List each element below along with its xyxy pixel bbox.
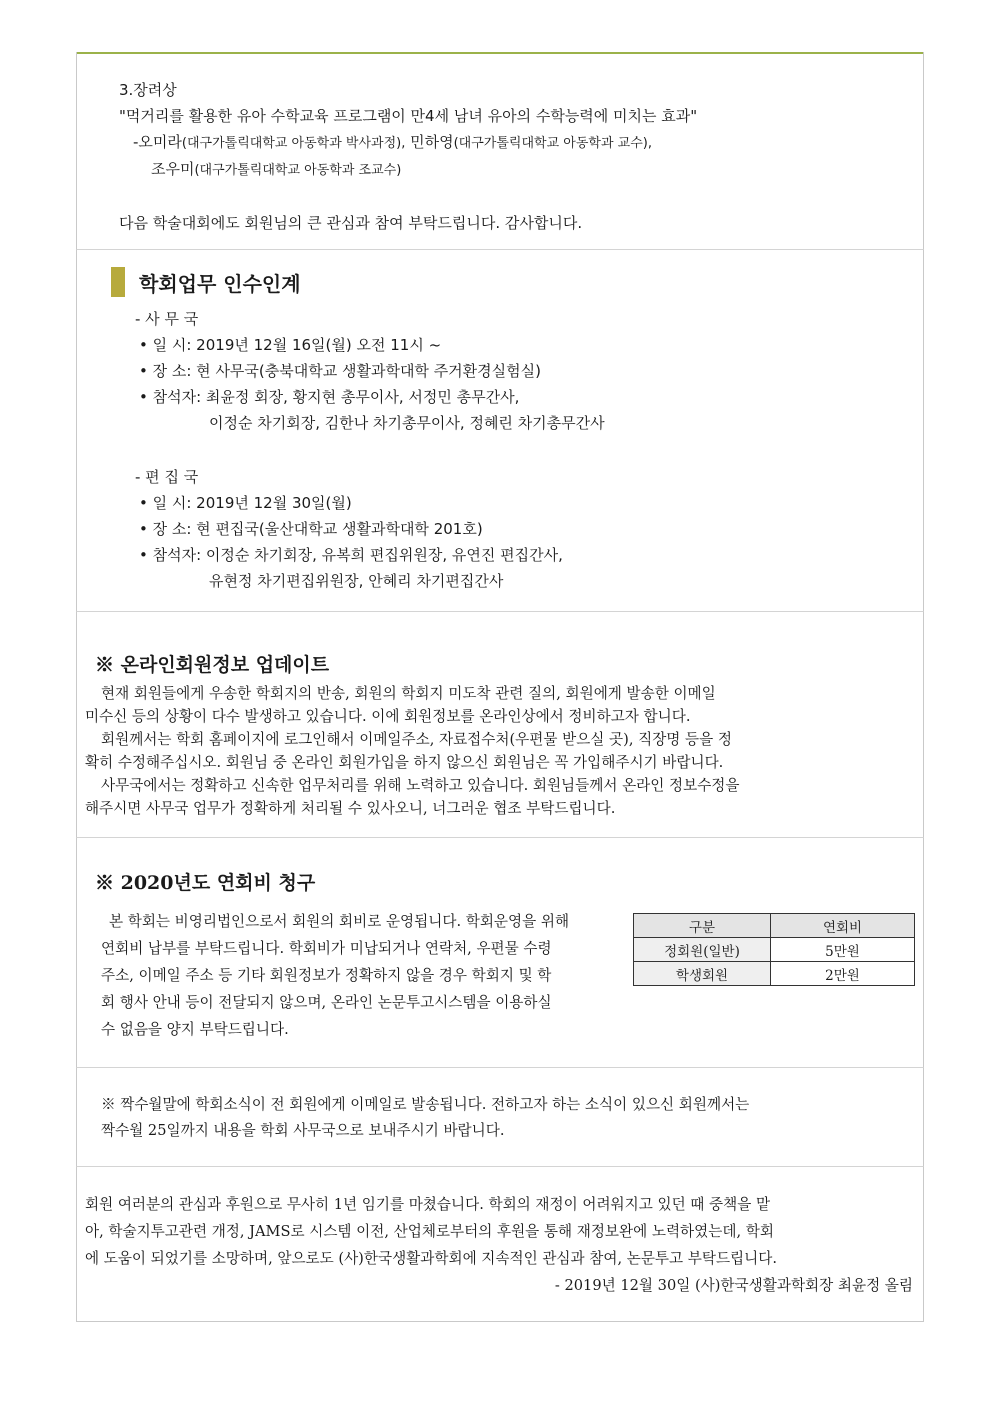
office-place: • 장 소: 현 사무국(충북대학교 생활과학대학 주거환경실험실) <box>139 362 541 380</box>
award-heading: 3.장려상 <box>119 81 177 99</box>
annual-fee-body <box>101 908 631 1043</box>
award-title: "먹거리를 활용한 유아 수학교육 프로그램이 만4세 남녀 유아의 수학능력에 미치는 효과" <box>119 107 698 125</box>
news-notice-body <box>101 1092 921 1144</box>
fee-type: 정회원(일반) <box>634 938 771 962</box>
handover-title: 학회업무 인수인계 <box>139 272 301 296</box>
paragraph-line: 회원 여러분의 관심과 후원으로 무사히 1년 임기를 마쳤습니다. 학회의 재정이 어려워지고 있던 때 중책을 맡 <box>85 1196 771 1213</box>
online-update-section <box>76 611 924 837</box>
office-attendees-1: • 참석자: 최윤정 회장, 황지현 총무이사, 서정민 총무간사, <box>139 388 520 406</box>
handover-section <box>76 249 924 611</box>
signature: - 2019년 12월 30일 (사)한국생활과학회장 최윤정 올림 <box>554 1277 913 1294</box>
paragraph-line: ※ 짝수월말에 학회소식이 전 회원에게 이메일로 발송됩니다. 전하고자 하는 소식이 있으신 회원께서는 <box>101 1096 750 1113</box>
online-update-body <box>85 682 915 820</box>
award-closing: 다음 학술대회에도 회원님의 큰 관심과 참여 부탁드립니다. 감사합니다. <box>119 214 583 232</box>
editorial-attendees-2: 유현정 차기편집위원장, 안혜리 차기편집간사 <box>209 572 504 590</box>
online-update-title: ※ 온라인회원정보 업데이트 <box>95 654 330 676</box>
paragraph-line: 수 없음을 양지 부탁드립니다. <box>101 1021 289 1038</box>
fee-table <box>633 913 915 986</box>
award-authors-1 <box>133 131 652 152</box>
award-section <box>76 52 924 249</box>
paragraph-line: 미수신 등의 상황이 다수 발생하고 있습니다. 이에 회원정보를 온라인상에서 정비하고자 합니다. <box>85 708 691 725</box>
author-affiliation: (대구가톨릭대학교 아동학과 조교수) <box>194 163 402 178</box>
paragraph-line: 현재 회원들에게 우송한 학회지의 반송, 회원의 학회지 미도착 관련 질의, 회원에게 발송한 이메일 <box>101 685 716 702</box>
paragraph-line: 주소, 이메일 주소 등 기타 회원정보가 정확하지 않을 경우 학회지 및 학 <box>101 967 552 984</box>
paragraph-line: 본 학회는 비영리법인으로서 회원의 회비로 운영됩니다. 학회운영을 위해 <box>109 913 570 930</box>
news-notice-section <box>76 1067 924 1166</box>
author-affiliation: (대구가톨릭대학교 아동학과 박사과정), <box>181 136 406 151</box>
farewell-section <box>76 1166 924 1322</box>
farewell-body <box>85 1191 915 1299</box>
annual-fee-title: ※ 2020년도 연회비 청구 <box>95 872 316 894</box>
fee-header-type: 구분 <box>634 914 771 938</box>
paragraph-line: 확히 수정해주십시오. 회원님 중 온라인 회원가입을 하지 않으신 회원님은 꼭 가입해주시기 바랍니다. <box>85 754 724 771</box>
author-name: 조우미 <box>151 160 195 178</box>
newsletter-page <box>76 52 922 1322</box>
paragraph-line: 회원께서는 학회 홈페이지에 로그인해서 이메일주소, 자료접수처(우편물 받으실 곳), 직장명 등을 정 <box>101 731 732 748</box>
paragraph-line: 아, 학술지투고관련 개정, JAMS로 시스템 이전, 산업체로부터의 후원을 통해 재정보완에 노력하였는데, 학회 <box>85 1223 774 1240</box>
fee-table-row <box>634 938 915 962</box>
fee-table-header <box>634 914 915 938</box>
annual-fee-section <box>76 837 924 1067</box>
paragraph-line: 연회비 납부를 부탁드립니다. 학회비가 미납되거나 연락처, 우편물 수령 <box>101 940 552 957</box>
office-date: • 일 시: 2019년 12월 16일(월) 오전 11시 ~ <box>139 336 442 354</box>
award-authors-2 <box>151 158 401 179</box>
author-name: 민하영 <box>405 133 454 151</box>
editorial-date: • 일 시: 2019년 12월 30일(월) <box>139 494 352 512</box>
office-label: - 사 무 국 <box>135 310 199 328</box>
fee-amount: 5만원 <box>771 938 915 962</box>
paragraph-line: 에 도움이 되었기를 소망하며, 앞으로도 (사)한국생활과학회에 지속적인 관심과 참여, 논문투고 부탁드립니다. <box>85 1250 777 1267</box>
paragraph-line: 회 행사 안내 등이 전달되지 않으며, 온라인 논문투고시스템을 이용하실 <box>101 994 552 1011</box>
paragraph-line: 짝수월 25일까지 내용을 학회 사무국으로 보내주시기 바랍니다. <box>101 1122 505 1139</box>
fee-type: 학생회원 <box>634 962 771 986</box>
editorial-attendees-1: • 참석자: 이정순 차기회장, 유복희 편집위원장, 유연진 편집간사, <box>139 546 563 564</box>
editorial-place: • 장 소: 현 편집국(울산대학교 생활과학대학 201호) <box>139 520 483 538</box>
author-affiliation: (대구가톨릭대학교 아동학과 교수), <box>453 136 652 151</box>
paragraph-line: 해주시면 사무국 업무가 정확하게 처리될 수 있사오니, 너그러운 협조 부탁드립니다. <box>85 800 616 817</box>
fee-amount: 2만원 <box>771 962 915 986</box>
author-name: -오미라 <box>133 133 182 151</box>
section-marker <box>111 267 125 297</box>
office-attendees-2: 이정순 차기회장, 김한나 차기총무이사, 정혜린 차기총무간사 <box>209 414 605 432</box>
editorial-label: - 편 집 국 <box>135 468 199 486</box>
fee-header-amount: 연회비 <box>771 914 915 938</box>
paragraph-line: 사무국에서는 정확하고 신속한 업무처리를 위해 노력하고 있습니다. 회원님들께서 온라인 정보수정을 <box>101 777 740 794</box>
fee-table-row <box>634 962 915 986</box>
